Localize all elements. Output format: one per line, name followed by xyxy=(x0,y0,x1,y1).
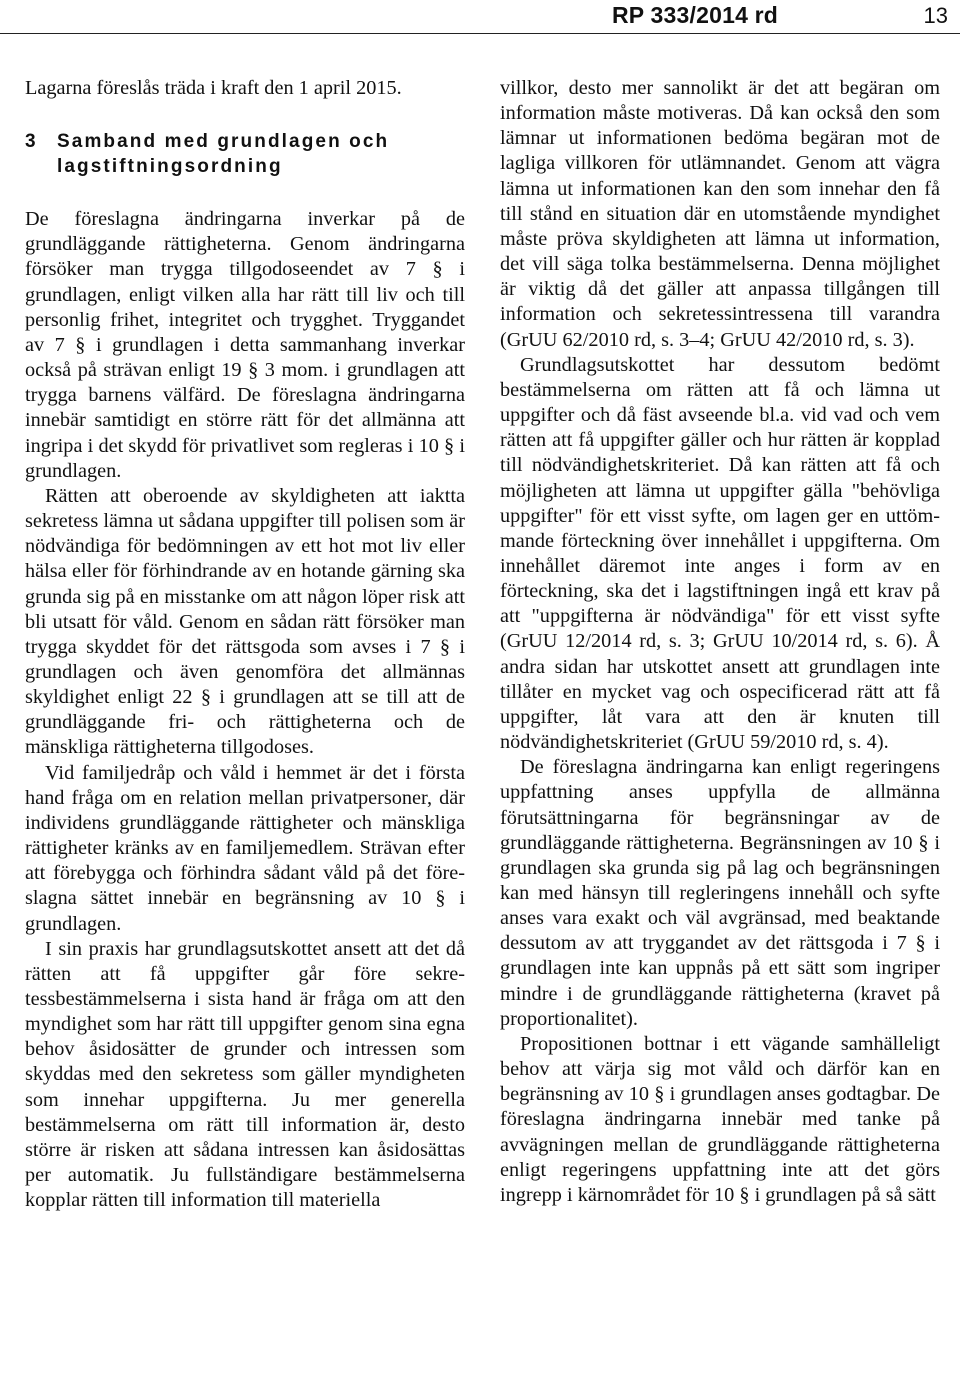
body-paragraph: villkor, desto mer sannolikt är det att begäran om information måste motiveras. Då kan också den som lämnar ut informationen bedöma begäran mot de lagliga villkoren för utlämnandet. Genom att vägra lämna ut informationen kan den som innehar den få till stånd en situation där en utomstående myndighet måste pröva skyldigheten att lämna ut information, det vill säga tolka bestämmelserna. Denna möjlighet är viktig då det gäller att anpassa tillgången till information och sekretessintressena till varandra (GrUU 62/2010 rd, s. 3–4; GrUU 42/2010 rd, s. 3). xyxy=(500,77,940,351)
section-heading xyxy=(25,129,465,179)
body-paragraph: Propositionen bottnar i ett vägande samhälleligt behov att värja sig mot våld och därför kan en begränsning av 10 § i grundlagen anses godtagbar. De föreslagna ändringarna innebär med tanke på avvägningen mellan de grundläggande rättigheterna enligt regeringens uppfattning inte att det görs ingrepp i kärnområdet för 10 § i grundlagen på så sätt xyxy=(500,1032,940,1206)
intro-paragraph: Lagarna föreslås träda i kraft den 1 april 2015. xyxy=(25,77,402,99)
page-header xyxy=(0,0,960,36)
body-paragraph: De föreslagna ändringarna kan enligt regeringens uppfattning anses uppfylla de allmänna förutsättningarna för begränsningar av de grundläggande rättigheterna. Begränsningen av 10 § i grundlagen ska grunda sig på lag och begränsningen kan med hänsyn till regleringens innehåll och syfte anses vara exakt och väl avgränsad, med beaktande dessutom av att tryggandet av det rättsgoda i 7 § i grundlagen inte kan uppnås på ett sätt som ingriper mindre i de grundläggande rättigheterna (kravet på proportionalitet). xyxy=(500,756,940,1030)
page-number: 13 xyxy=(923,3,948,28)
body-paragraph: I sin praxis har grundlagsutskottet ansett att det då rätten att få uppgifter går före sekretessbestämmelserna i sista hand är fråga om att den myndighet som har rätt till uppgifter genom sina egna behov åsidosätter de grunder och intressen som skyddas med den sekretess som gäller myndigheten som innehar uppgifterna. Ju mer generella bestämmelserna om rätt till information är, desto större är risken att sådana intressen kan åsidosättas per automatik. Ju fullständigare bestämmelserna kopplar rätten till information till materiella xyxy=(25,937,465,1212)
section-title: Samband med grundlagen och lagstiftningsordning xyxy=(57,131,390,178)
header-rule xyxy=(0,33,960,34)
body-paragraph: Grundlagsutskottet har dessutom bedömt bestämmelserna om rätten att få och lämna ut uppgifter och då fäst avseende bl.a. vid vad och vem rätten att få uppgifter gäller och hur rätten är kopplad till nödvändighetskriteriet. Då kan rätten att få och möjligheten att lämna ut uppgifter gälla "behövliga uppgifter" för ett visst syfte, om lagen ger en uttömmande förteckning över innehållet i uppgifterna. Om innehållet däremot inte anges i form av en förteckning, ska det i lagstiftningen ingå ett krav på att "uppgifterna är nödvändiga" för ett visst syfte (GrUU 12/2014 rd, s. 3; GrUU 10/2014 rd, s. 6). Å andra sidan har utskottet ansett att grundlagen inte tillåter en mycket vag och ospecificerad rätt att få uppgifter, låt vara att den är knuten till nödvändighetskriteriet (GrUU 59/2010 rd, s. 4). xyxy=(500,353,940,754)
body-paragraph: Rätten att oberoende av skyldigheten att iaktta sekretess lämna ut sådana uppgifter till polisen som är nödvändiga för bedömningen av ett hot mot liv eller hälsa eller för förhindrande av en hotande gärning ska grunda sig på en misstanke om att någon löper risk att bli utsatt för våld. Genom en sådan rätt försöker man trygga skyddet för det rättsgoda som avses i 7 § i grundlagen och även genomföra det allmännas skyldighet enligt 22 § i grundlagen att se till att de grundläggande fri- och rättigheterna och de mänskliga rättigheterna tillgodoses. xyxy=(25,484,465,759)
document-id: RP 333/2014 rd xyxy=(612,2,779,28)
left-column xyxy=(25,76,465,1213)
body-paragraph: Vid familjedråp och våld i hemmet är det i första hand fråga om en relation mellan privatpersoner, där individens grundläggande rättigheter och mänskliga rättigheter kränks av en familjemedlem. Strävan efter att förebygga och förhindra sådant våld på det föreslagna sättet innebär en begränsning av 10 § i grundlagen. xyxy=(25,761,465,935)
section-number: 3 xyxy=(25,131,36,153)
body-paragraph: De föreslagna ändringarna inverkar på de grundläggande rättigheterna. Genom ändringarna försöker man trygga tillgodoseendet av 7 § i grundlagen, enligt vilken alla har rätt till liv och till personlig frihet, integritet och trygghet. Tryggandet av 7 § i grundlagen i detta sammanhang inverkar också på strävan enligt 19 § 3 mom. i grundlagen att trygga barnens välfärd. De föreslagna ändringarna innebär samtidigt en större rätt för det allmänna att ingripa i det skydd för privatlivet som regleras i 10 § i grundlagen. xyxy=(25,208,465,482)
right-column xyxy=(500,76,940,1208)
